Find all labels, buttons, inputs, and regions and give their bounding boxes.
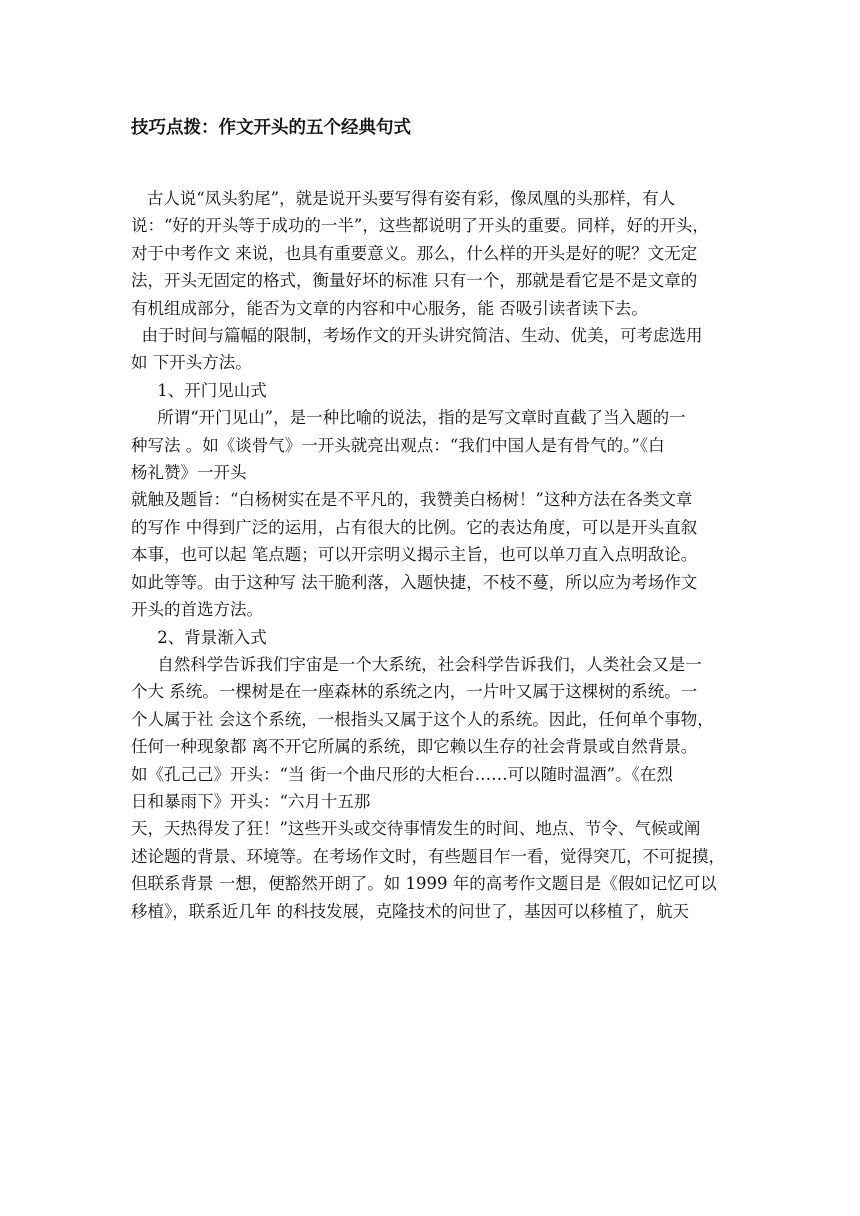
text-line: 杨礼赞》一开头	[131, 463, 247, 483]
text-line: 法，开头无固定的格式，衡量好坏的标准 只有一个，那就是看它是不是文章的	[131, 271, 698, 291]
text-line: 述论题的背景、环境等。在考场作文时，有些题目乍一看，觉得突兀，不可捉摸，	[131, 846, 725, 866]
document-title: 技巧点拨：作文开头的五个经典句式	[131, 118, 411, 138]
text-line: 天，天热得发了狂！”这些开头或交待事情发生的时间、地点、节令、气候或阐	[131, 819, 701, 839]
text-line: 个人属于社 会这个系统，一根指头又属于这个人的系统。因此，任何单个事物，	[131, 709, 714, 729]
text-line: 个大 系统。一棵树是在一座森林的系统之内，一片叶又属于这棵树的系统。一	[131, 682, 698, 702]
text-line: 移植》，联系近几年 的科技发展，克隆技术的问世了，基因可以移植了，航天	[131, 901, 689, 921]
text-line: 日和暴雨下》开头：“六月十五那	[131, 791, 371, 811]
text-line: 的写作 中得到广泛的运用，占有很大的比例。它的表达角度，可以是开头直叙	[131, 517, 698, 537]
text-line: 本事，也可以起 笔点题；可以开宗明义揭示主旨，也可以单刀直入点明敌论。	[131, 545, 698, 565]
text-line: 由于时间与篇幅的限制，考场作文的开头讲究简洁、生动、优美，可考虑选用	[131, 326, 703, 346]
section-heading: 2、背景渐入式	[131, 627, 267, 647]
text-line: 如 下开头方法。	[131, 353, 252, 373]
text-line: 任何一种现象都 离不开它所属的系统，即它赖以生存的社会背景或自然背景。	[131, 737, 698, 757]
text-line: 就触及题旨：“白杨树实在是不平凡的，我赞美白杨树！”这种方法在各类文章	[131, 490, 693, 510]
document-body	[131, 185, 731, 925]
text-line: 但联系背景 一想，便豁然开朗了。如 1999 年的高考作文题目是《假如记忆可以	[131, 874, 717, 894]
text-line: 种写法 。如《谈骨气》一开头就亮出观点：“我们中国人是有骨气的。”《白	[131, 435, 665, 455]
text-line: 对于中考作文 来说，也具有重要意义。那么，什么样的开头是好的呢？文无定	[131, 243, 698, 263]
text-line: 有机组成部分，能否为文章的内容和中心服务，能 否吸引读者读下去。	[131, 298, 648, 318]
text-line: 如此等等。由于这种写 法干脆利落，入题快捷，不枝不蔓，所以应为考场作文	[131, 572, 698, 592]
text-line: 开头的首选方法。	[131, 600, 263, 620]
text-line: 自然科学告诉我们宇宙是一个大系统，社会科学告诉我们，人类社会又是一	[131, 654, 702, 674]
text-line: 如《孔己己》开头：“当 街一个曲尺形的大柜台……可以随时温酒”。《在烈	[131, 764, 673, 784]
section-heading: 1、开门见山式	[131, 380, 267, 400]
text-line: 古人说“凤头豹尾”，就是说开头要写得有姿有彩，像凤凰的头那样，有人	[131, 189, 676, 208]
text-line: 说：“好的开头等于成功的一半”，这些都说明了开头的重要。同样，好的开头，	[131, 216, 709, 236]
text-line: 所谓“开门见山”，是一种比喻的说法，指的是写文章时直截了当入题的一	[131, 408, 686, 428]
